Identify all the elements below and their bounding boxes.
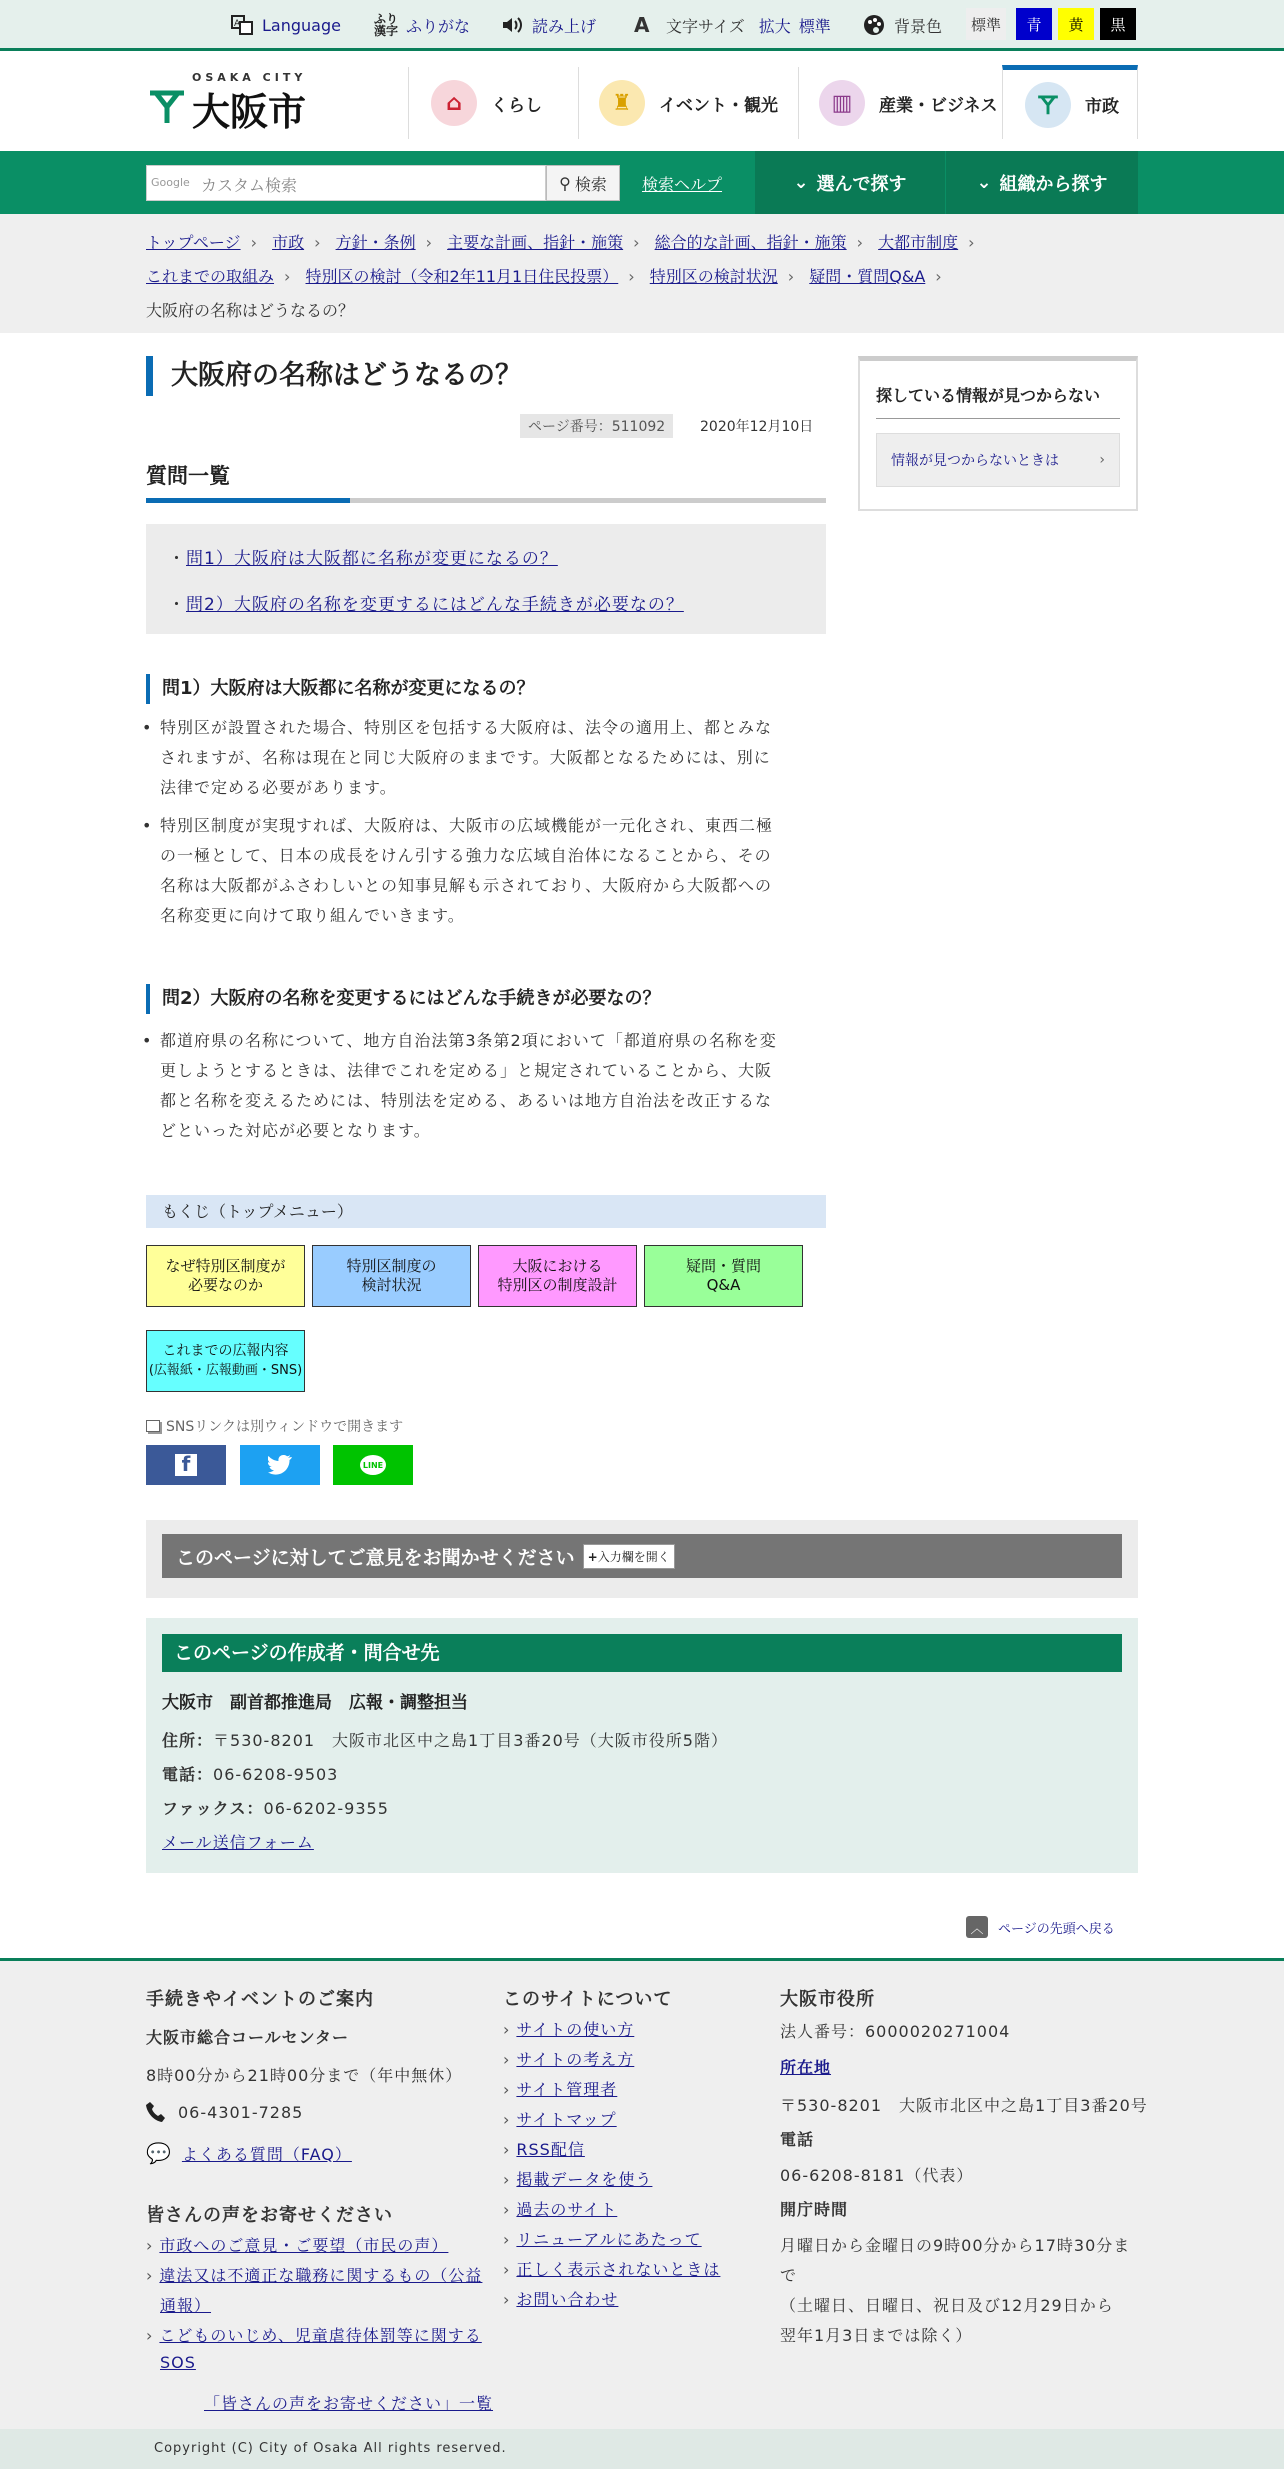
q1-paragraph-2: • 特別区制度が実現すれば、大阪府は、大阪市の広域機能が一元化され、東西二極 の一極として、日本の成長をけん引する強力な広域自治体になることから、その 名称は大阪都がふさわしいとの知事見解も示されており、大阪府から大阪都への 名称変更に向けて取り組んでいきます。 — [160, 811, 812, 931]
faq-link[interactable]: よくある質問（FAQ） — [181, 2144, 352, 2164]
breadcrumb-link[interactable]: 特別区の検討状況 — [649, 267, 778, 286]
breadcrumb: トップページ › 市政 › 方針・条例 › 主要な計画、指針・施策 › 総合的な計画、指針・施策 › 大都市制度 › これまでの取組み › 特別区の検討（令和2年11月1日住民投票） › 特別区の検討状況 › 疑問・質問Q&A › 大阪府の名称はどうなるの？ — [0, 214, 1284, 333]
not-found-label: 情報が見つからないときは — [891, 453, 1059, 469]
language-icon — [230, 13, 254, 37]
line-icon: LINE — [360, 1455, 386, 1475]
utility-bar — [0, 0, 1284, 51]
qlist-link-q1[interactable]: 問1）大阪府は大阪都に名称が変更になるの？ — [186, 549, 558, 569]
toc-button-why[interactable]: なぜ特別区制度が 必要なのか — [146, 1245, 305, 1307]
feedback-title: このページに対してご意見をお聞かせください — [176, 1546, 575, 1569]
logo-subtitle: OSAKA CITY — [192, 71, 307, 84]
new-window-icon — [146, 1420, 160, 1432]
building-icon: ▥ — [819, 80, 865, 126]
nav-shisei-label: 市政 — [1085, 97, 1119, 117]
font-standard-button[interactable]: 標準 — [798, 16, 831, 36]
call-center-hours: 8時00分から21時00分まで（年中無休） — [146, 2066, 463, 2085]
page-top-link[interactable] — [966, 1916, 1115, 1938]
faq-row — [146, 2141, 352, 2165]
search-help-link[interactable]: 検索ヘルプ — [642, 175, 723, 194]
voice-link-whistle[interactable]: 違法又は不適正な職務に関するもの（公益 — [159, 2266, 483, 2285]
site-link[interactable]: 掲載データを使う — [516, 2170, 653, 2189]
breadcrumb-link[interactable]: 総合的な計画、指針・施策 — [654, 233, 847, 252]
logo-title: 大阪市 — [192, 89, 307, 134]
breadcrumb-link[interactable]: 市政 — [272, 233, 305, 252]
chevron-up-icon: ︿ — [966, 1916, 988, 1938]
toc-button-design[interactable]: 大阪における 特別区の制度設計 — [478, 1245, 637, 1307]
sns-note — [146, 1416, 403, 1436]
breadcrumb-current: 大阪府の名称はどうなるの？ — [146, 301, 355, 320]
copyright: Copyright (C) City of Osaka All rights reserved. — [154, 2441, 507, 2456]
voice-link-whistle-cont[interactable]: 通報） — [160, 2296, 212, 2315]
bg-standard-button[interactable]: 標準 — [966, 8, 1006, 40]
qlist-link-q2[interactable]: 問2）大阪府の名称を変更するにはどんな手続きが必要なの？ — [186, 595, 684, 615]
facebook-icon: f — [175, 1454, 197, 1476]
font-size-label: 文字サイズ — [666, 16, 745, 36]
nav-business[interactable] — [798, 67, 1002, 139]
phone-icon — [146, 2101, 166, 2123]
toc-button-pr[interactable]: これまでの広報内容 (広報紙・広報動画・SNS) — [146, 1330, 305, 1392]
voice-link-sos-cont[interactable]: SOS — [160, 2353, 196, 2372]
nav-event[interactable] — [578, 67, 798, 139]
nav-shisei[interactable] — [1002, 65, 1138, 139]
choose-search-button[interactable] — [755, 151, 945, 214]
facebook-share-button[interactable] — [146, 1445, 226, 1485]
call-center-name: 大阪市総合コールセンター — [146, 2028, 350, 2047]
site-link[interactable]: 過去のサイト — [516, 2200, 618, 2219]
speaker-icon — [500, 13, 524, 37]
org-search-button[interactable] — [946, 151, 1138, 214]
chevron-right-icon: › — [1099, 452, 1105, 468]
contact-phone: 電話：06-6208-9503 — [162, 1765, 339, 1784]
q1-paragraph-1: • 特別区が設置された場合、特別区を包括する大阪府は、法令の適用上、都とみな されますが、名称は現在と同じ大阪府のままです。大阪都となるためには、別に 法律で定める必要があります。 — [160, 713, 812, 803]
font-enlarge-button[interactable]: 拡大 — [758, 16, 791, 36]
nav-event-label: イベント・観光 — [659, 95, 778, 116]
voice-link-opinion[interactable]: 市政へのご意見・ご要望（市民の声） — [159, 2236, 449, 2255]
feedback-box — [146, 1520, 1138, 1598]
site-link[interactable]: お問い合わせ — [516, 2290, 619, 2309]
chevron-down-icon: ⌄ — [793, 172, 809, 193]
breadcrumb-link[interactable]: トップページ — [146, 233, 241, 252]
sidebar-title: 探している情報が見つからない — [876, 383, 1120, 419]
twitter-share-button[interactable] — [240, 1445, 320, 1485]
google-brand: Google — [151, 176, 190, 189]
mail-form-link[interactable]: メール送信フォーム — [162, 1833, 314, 1852]
site-link[interactable]: リニューアルにあたって — [516, 2230, 702, 2249]
house-icon: ⌂ — [431, 80, 477, 126]
site-link[interactable]: 正しく表示されないときは — [516, 2260, 721, 2279]
page-number: ページ番号：511092 — [520, 414, 673, 438]
cityhall-hours: で — [780, 2266, 798, 2285]
voice-all-link[interactable]: 「皆さんの声をお寄せください」一覧 — [204, 2394, 494, 2413]
site-link[interactable]: サイト管理者 — [516, 2080, 618, 2099]
search-input[interactable] — [146, 165, 546, 201]
breadcrumb-link[interactable]: 特別区の検討（令和2年11月1日住民投票） — [305, 267, 619, 286]
site-link[interactable]: サイトマップ — [516, 2110, 617, 2129]
qlist-box — [146, 524, 826, 634]
language-link[interactable] — [230, 13, 341, 37]
feedback-open-label: 入力欄を開く — [597, 1549, 670, 1564]
breadcrumb-link[interactable]: これまでの取組み — [146, 267, 275, 286]
cityhall-address: 〒530-8201 大阪市北区中之島1丁目3番20号 — [780, 2096, 1148, 2115]
page-title: 大阪府の名称はどうなるの？ — [146, 356, 826, 396]
city-emblem-nav-icon — [1025, 82, 1071, 128]
chevron-down-icon: ⌄ — [976, 172, 992, 193]
page-top-label: ページの先頭へ戻る — [998, 1921, 1115, 1937]
footer-guide-title: 手続きやイベントのご案内 — [146, 1989, 374, 2010]
contact-address: 住所：〒530-8201 大阪市北区中之島1丁目3番20号（大阪市役所5階） — [162, 1731, 728, 1750]
q2-paragraph-1: • 都道府県の名称について、地方自治法第3条第2項において「都道府県の名称を変 更しようとするときは、法律でこれを定める」と規定されていることから、大阪 都と名称を変えるためには、特別法を定める、あるいは地方自治法を改正するな どといった対応が必要となります。 — [160, 1026, 812, 1146]
site-header — [0, 51, 1284, 151]
breadcrumb-link[interactable]: 方針・条例 — [335, 233, 416, 252]
bg-color-label: 背景色 — [894, 16, 943, 36]
read-aloud-label: 読み上げ — [532, 16, 597, 36]
cityhall-hours-note: 翌年1月3日までは除く） — [780, 2326, 973, 2345]
voice-link-sos[interactable]: こどものいじめ、児童虐待体罰等に関する — [159, 2326, 482, 2345]
feedback-open-button[interactable] — [583, 1544, 675, 1569]
cityhall-hours-heading: 開庁時間 — [780, 2200, 849, 2219]
not-found-link[interactable] — [876, 433, 1120, 487]
footer — [0, 1958, 1284, 2429]
q2-heading: 問2）大阪府の名称を変更するにはどんな手続きが必要なの？ — [146, 984, 661, 1014]
furigana-link[interactable] — [374, 13, 470, 37]
search-placeholder: カスタム検索 — [201, 176, 298, 195]
footer-cityhall-title: 大阪市役所 — [780, 1989, 875, 2010]
svg-text:A: A — [234, 19, 241, 29]
site-link[interactable]: サイトの使い方 — [516, 2020, 635, 2039]
sns-note-label: SNSリンクは別ウィンドウで開きます — [166, 1419, 404, 1435]
cityhall-tel: 06-6208-8181（代表） — [780, 2166, 974, 2185]
toc-title: もくじ（トップメニュー） — [146, 1195, 826, 1228]
footer-site-title: このサイトについて — [503, 1989, 673, 2010]
castle-icon: ♜ — [599, 80, 645, 126]
qlist-underline — [146, 498, 826, 503]
bg-black-button[interactable]: 黒 — [1100, 8, 1136, 40]
corp-number: 法人番号：6000020271004 — [780, 2022, 1011, 2041]
furigana-label: ふりがな — [406, 16, 471, 36]
choose-label: 選んで探す — [816, 173, 907, 195]
bg-yellow-button[interactable]: 黄 — [1058, 8, 1094, 40]
page-date: 2020年12月10日 — [700, 419, 814, 435]
cityhall-tel-heading: 電話 — [780, 2130, 815, 2149]
voice-title: 皆さんの声をお寄せください — [146, 2205, 393, 2226]
search-button[interactable] — [546, 165, 620, 201]
contact-title: このページの作成者・問合せ先 — [162, 1634, 1122, 1672]
search-bar — [0, 151, 1284, 214]
qlist-item: ・問2）大阪府の名称を変更するにはどんな手続きが必要なの？ — [168, 595, 684, 615]
qlist-heading: 質問一覧 — [146, 464, 230, 488]
contact-fax: ファックス：06-6202-9355 — [162, 1799, 389, 1818]
breadcrumb-link[interactable]: 大都市制度 — [878, 233, 959, 252]
nav-business-label: 産業・ビジネス — [879, 95, 998, 116]
contact-box — [146, 1618, 1138, 1873]
search-button-label: 検索 — [574, 174, 607, 194]
chat-icon: 💬 — [146, 2141, 172, 2165]
line-share-button[interactable] — [333, 1445, 413, 1485]
nav-kurashi-label: くらし — [491, 95, 542, 116]
bg-blue-button[interactable]: 青 — [1016, 8, 1052, 40]
font-size-control — [634, 13, 831, 37]
q1-heading: 問1）大阪府は大阪都に名称が変更になるの？ — [146, 674, 535, 704]
city-emblem-icon — [148, 89, 186, 125]
cityhall-hours-note: （土曜日、日曜日、祝日及び12月29日から — [780, 2296, 1114, 2315]
qlist-item: ・問1）大阪府は大阪都に名称が変更になるの？ — [168, 549, 558, 569]
language-label: Language — [262, 15, 341, 35]
location-link[interactable]: 所在地 — [780, 2058, 832, 2077]
toc-button-qa[interactable]: 疑問・質問 Q&A — [644, 1245, 803, 1307]
palette-icon — [862, 13, 886, 37]
breadcrumb-link[interactable]: 疑問・質問Q&A — [809, 267, 926, 286]
call-center-phone: 06-4301-7285 — [146, 2101, 303, 2123]
cityhall-hours: 月曜日から金曜日の9時00分から17時30分ま — [780, 2236, 1131, 2255]
font-size-icon: A — [634, 13, 650, 37]
contact-org: 大阪市 副首都推進局 広報・調整担当 — [162, 1693, 468, 1713]
plus-icon: + — [587, 1549, 598, 1564]
feedback-header — [162, 1534, 1122, 1578]
sidebar-box — [858, 356, 1138, 511]
copyright-bar — [0, 2429, 1284, 2469]
site-link[interactable]: RSS配信 — [516, 2140, 585, 2159]
toc-button-status[interactable]: 特別区制度の 検討状況 — [312, 1245, 471, 1307]
furigana-icon: ふり 漢字 — [374, 12, 399, 38]
read-aloud-link[interactable] — [500, 13, 596, 37]
nav-kurashi[interactable] — [408, 67, 578, 139]
bg-color-control — [862, 13, 942, 37]
twitter-icon — [268, 1455, 292, 1475]
search-icon: ⚲ — [559, 173, 571, 193]
breadcrumb-link[interactable]: 主要な計画、指針・施策 — [447, 233, 624, 252]
site-link[interactable]: サイトの考え方 — [516, 2050, 635, 2069]
org-label: 組織から探す — [999, 173, 1108, 195]
